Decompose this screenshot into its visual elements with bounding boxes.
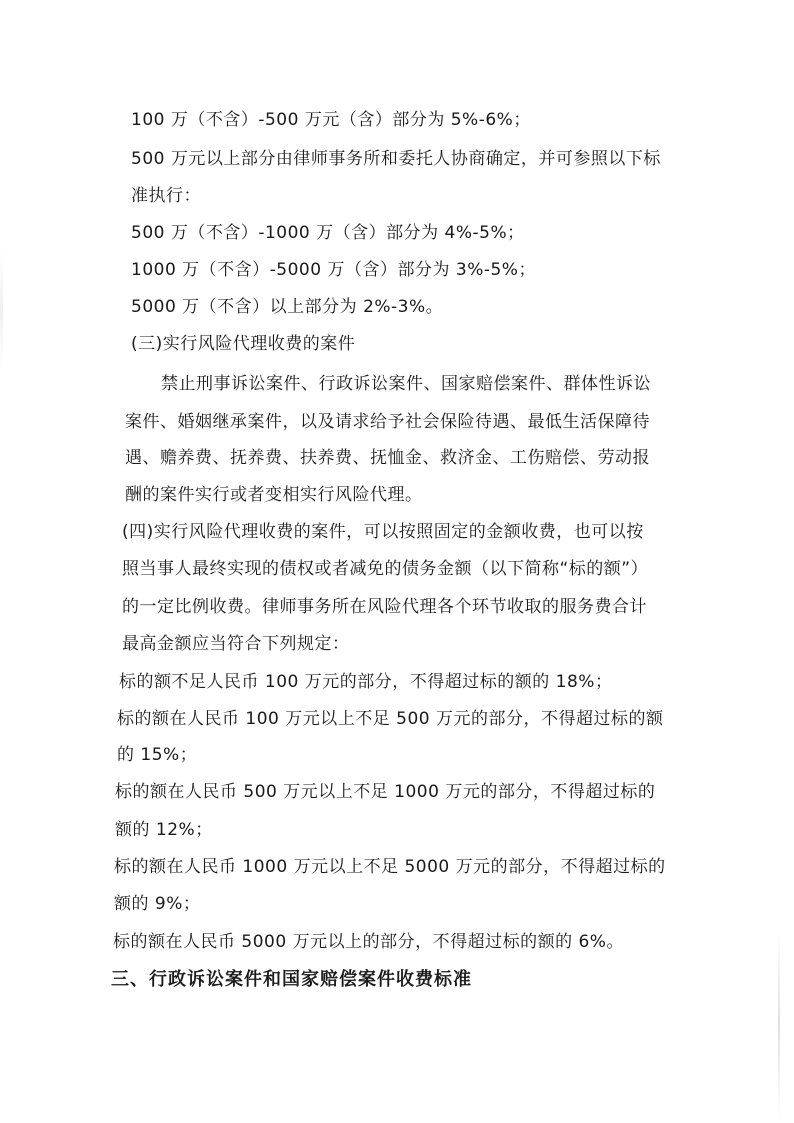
fee-tier-above-5000: 5000 万（不含）以上部分为 2%-3%。 [131,297,444,317]
risk-cap-below-100: 标的额不足人民币 100 万元的部分，不得超过标的额的 18%； [119,672,613,692]
subsection-four-paragraph-cont-2: 的一定比例收费。律师事务所在风险代理各个环节收取的服务费合计 [122,597,647,617]
risk-agency-prohibition: 禁止刑事诉讼案件、行政诉讼案件、国家赔偿案件、群体性诉讼 [161,374,651,394]
risk-cap-100-500-cont: 的 15%； [117,745,198,765]
subsection-four-paragraph-cont-1: 照当事人最终实现的债权或者减免的债务金额（以下简称“标的额”） [122,559,649,579]
subsection-four-paragraph: (四)实行风险代理收费的案件，可以按照固定的金额收费，也可以按 [122,522,644,542]
risk-cap-1000-5000: 标的额在人民币 1000 万元以上不足 5000 万元的部分，不得超过标的 [114,857,666,877]
fee-above-500-paragraph-cont: 准执行： [131,186,201,206]
risk-agency-prohibition-cont-1: 案件、婚姻继承案件，以及请求给予社会保险待遇、最低生活保障待 [125,412,650,432]
risk-cap-1000-5000-cont: 额的 9%； [114,894,201,914]
subsection-four-paragraph-cont-3: 最高金额应当符合下列规定： [122,634,350,654]
fee-tier-100-500: 100 万（不含）-500 万元（含）部分为 5%-6%； [131,110,531,130]
fee-tier-1000-5000: 1000 万（不含）-5000 万（含）部分为 3%-5%； [131,260,536,280]
fee-above-500-paragraph: 500 万元以上部分由律师事务所和委托人协商确定，并可参照以下标 [131,149,661,169]
risk-cap-100-500: 标的额在人民币 100 万元以上不足 500 万元的部分，不得超过标的额 [117,709,664,729]
risk-cap-500-1000-cont: 额的 12%； [115,820,213,840]
risk-agency-prohibition-cont-3: 酬的案件实行或者变相实行风险代理。 [125,485,423,505]
risk-cap-above-5000: 标的额在人民币 5000 万元以上的部分，不得超过标的额的 6%。 [113,932,624,952]
scan-shadow-left [0,250,3,370]
fee-tier-500-1000: 500 万（不含）-1000 万（含）部分为 4%-5%； [131,223,525,243]
risk-cap-500-1000: 标的额在人民币 500 万元以上不足 1000 万元的部分，不得超过标的 [115,782,656,802]
subsection-three-title: (三)实行风险代理收费的案件 [131,334,356,354]
scan-shadow-right [778,930,780,1120]
section-three-heading: 三、行政诉讼案件和国家赔偿案件收费标准 [111,969,472,990]
risk-agency-prohibition-cont-2: 遇、赡养费、抚养费、扶养费、抚恤金、救济金、工伤赔偿、劳动报 [125,448,650,468]
